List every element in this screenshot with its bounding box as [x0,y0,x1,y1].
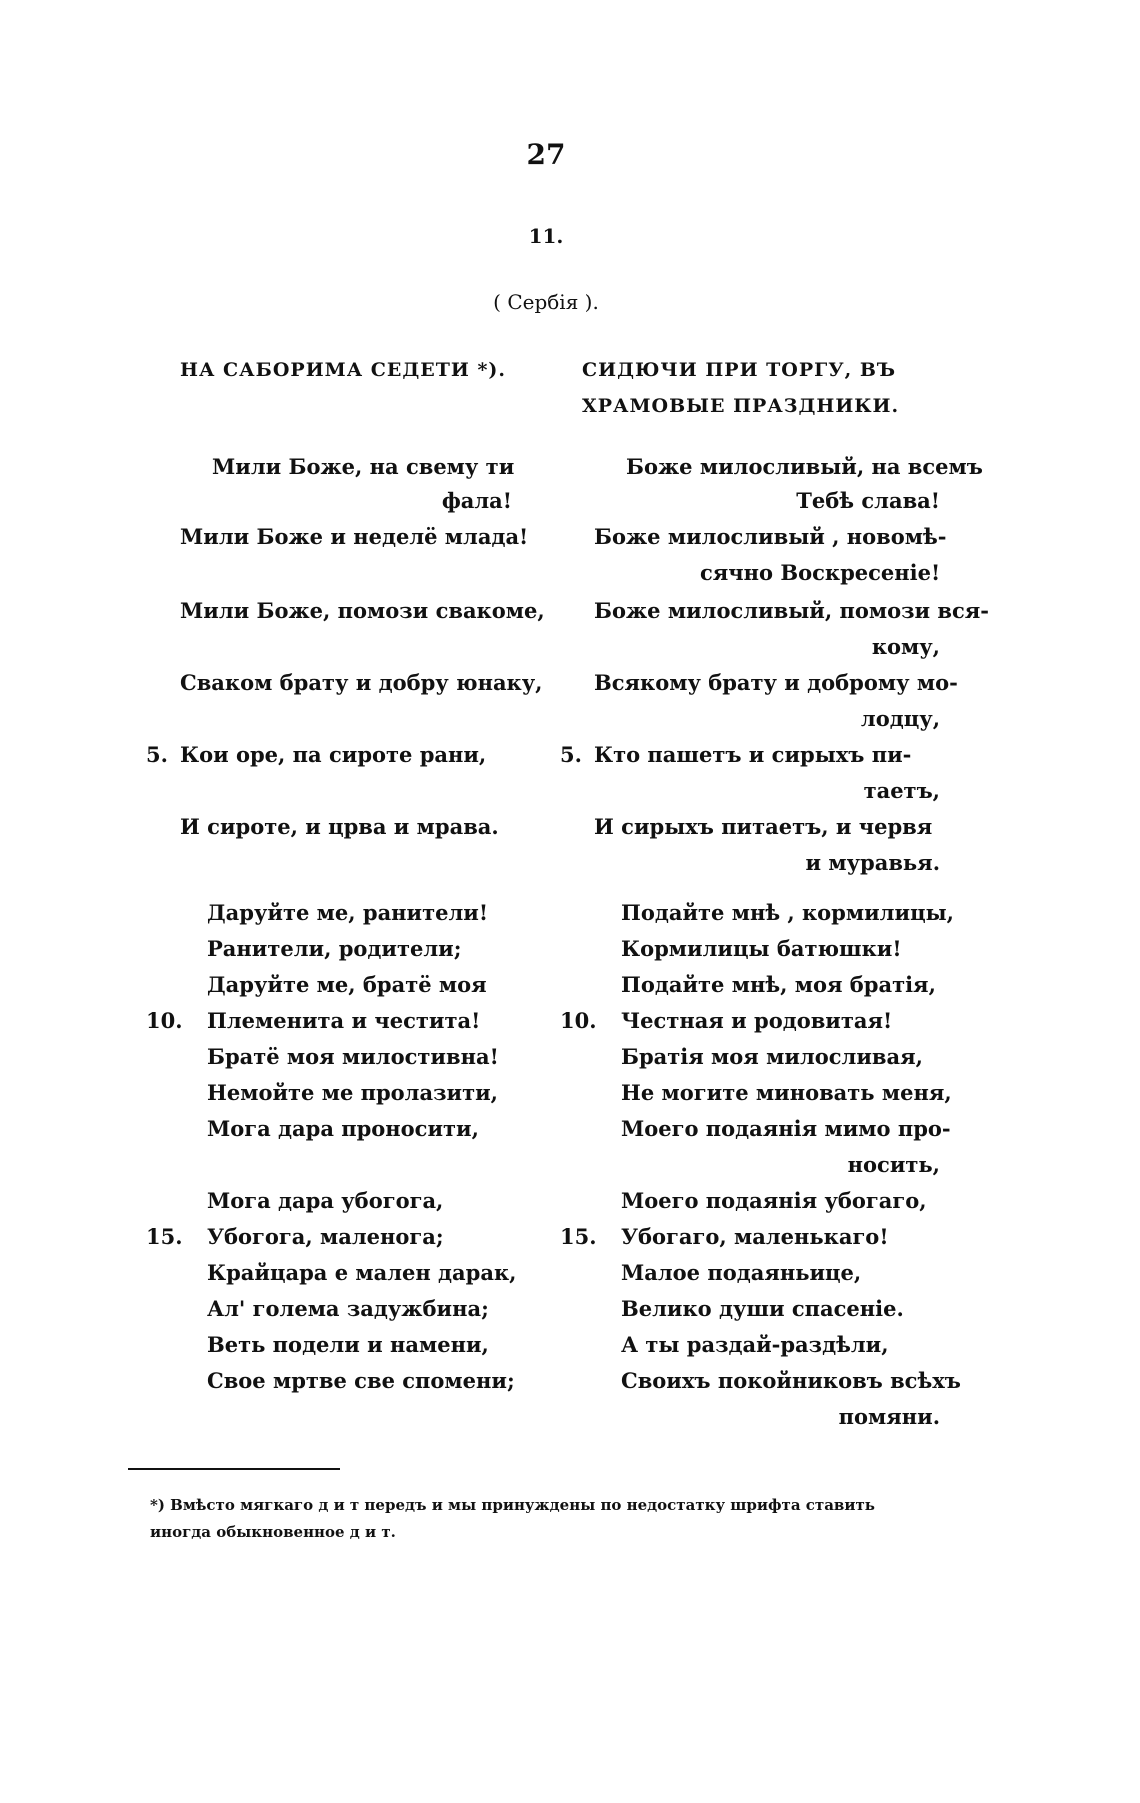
song-number: 11. [528,224,564,248]
left-verse-line: Мили Боже, на свему ти [212,454,515,479]
right-verse-line: Братія моя милосливая, [621,1044,923,1069]
right-column-heading: СИДЮЧИ ПРИ ТОРГУ, ВЪ ХРАМОВЫЕ ПРАЗДНИКИ. [582,359,900,417]
footnote: *) Вмѣсто мягкаго д и т передъ и мы принуждены по недостатку шрифта ставить иногда обыкновенное д и т. [150,1496,875,1541]
right-verse-line: носить, [847,1152,940,1177]
left-verse-line: фала! [441,488,512,513]
right-verse-line: Подайте мнѣ , кормилицы, [621,900,954,925]
left-verse-line: Немойте ме пролазити, [207,1080,498,1105]
left-verse-line: Свое мртве све спомени; [207,1368,515,1393]
right-verse-line: Малое подаяньице, [621,1260,862,1285]
left-verse-line: Племенита и честита! [207,1008,481,1033]
right-verse-line: Тебѣ слава! [796,488,940,513]
right-verse-line: А ты раздай-раздѣли, [621,1332,889,1357]
left-verse-line: Мога дара проносити, [207,1116,479,1141]
left-verse-line: Ал' голема задужбина; [207,1296,489,1321]
right-verse-line: Кто пашетъ и сирыхъ пи- [594,742,912,767]
left-verse-line: Братё моя милостивна! [207,1044,499,1069]
right-verse-line: сячно Воскресеніе! [700,560,941,585]
right-verse-line: Кормилицы батюшки! [621,936,902,961]
right-verse-line: таетъ, [863,778,940,803]
right-verse-line: Боже милосливый, помози вся- [594,598,989,623]
right-verse-line: кому, [871,634,940,659]
right-verse-line: Не могите миновать меня, [621,1080,952,1105]
country-label: ( Сербія ). [493,290,599,314]
left-verse-line: Веть подели и намени, [207,1332,489,1357]
right-verse-line: Подайте мнѣ, моя братія, [621,972,936,997]
right-verse-line: Моего подаянія убогаго, [621,1188,927,1213]
left-verse-line: Даруйте ме, братё моя [207,972,487,997]
right-line-number: 15. [560,1224,597,1249]
right-verse-line: помяни. [838,1404,940,1429]
right-verse-line: Убогаго, маленькаго! [621,1224,889,1249]
right-verse-line: Своихъ покойниковъ всѣхъ [621,1368,961,1393]
left-verse-line: Сваком брату и добру юнаку, [180,670,543,695]
left-verse-line: Кои оре, па сироте рани, [180,742,487,767]
right-verse-line: лодцу, [860,706,940,731]
right-verse-line: и муравья. [805,850,940,875]
right-verse-line: Боже милосливый, на всемъ [626,454,983,479]
right-verse-line: И сирыхъ питаетъ, и червя [594,814,933,839]
left-line-number: 15. [146,1224,183,1249]
left-verse-line: Мога дара убогога, [207,1188,444,1213]
left-line-number: 10. [146,1008,183,1033]
left-verse-line: Мили Боже и неделё млада! [180,524,529,549]
left-verse-line: Крайцара е мален дарак, [207,1260,517,1285]
left-column-heading: НА САБОРИМА СЕДЕТИ *). [180,359,507,381]
left-verse-line: Ранители, родители; [207,936,462,961]
left-verse-line: Убогога, маленога; [207,1224,444,1249]
right-line-number: 10. [560,1008,597,1033]
right-line-number: 5. [560,742,582,767]
right-verse-line: Всякому брату и доброму мо- [594,670,958,695]
footnote-divider [128,1468,340,1470]
left-line-number: 5. [146,742,168,767]
left-verse-line: Даруйте ме, ранители! [207,900,489,925]
right-verse-line: Моего подаянія мимо про- [621,1116,951,1141]
left-verse-line: И сироте, и црва и мрава. [180,814,499,839]
right-verse-line: Боже милосливый , новомѣ- [594,524,947,549]
right-verse-line: Честная и родовитая! [621,1008,893,1033]
left-verse-line: Мили Боже, помози свакоме, [180,598,545,623]
page-number: 27 [526,138,566,171]
right-verse-line: Велико души спасеніе. [621,1296,904,1321]
